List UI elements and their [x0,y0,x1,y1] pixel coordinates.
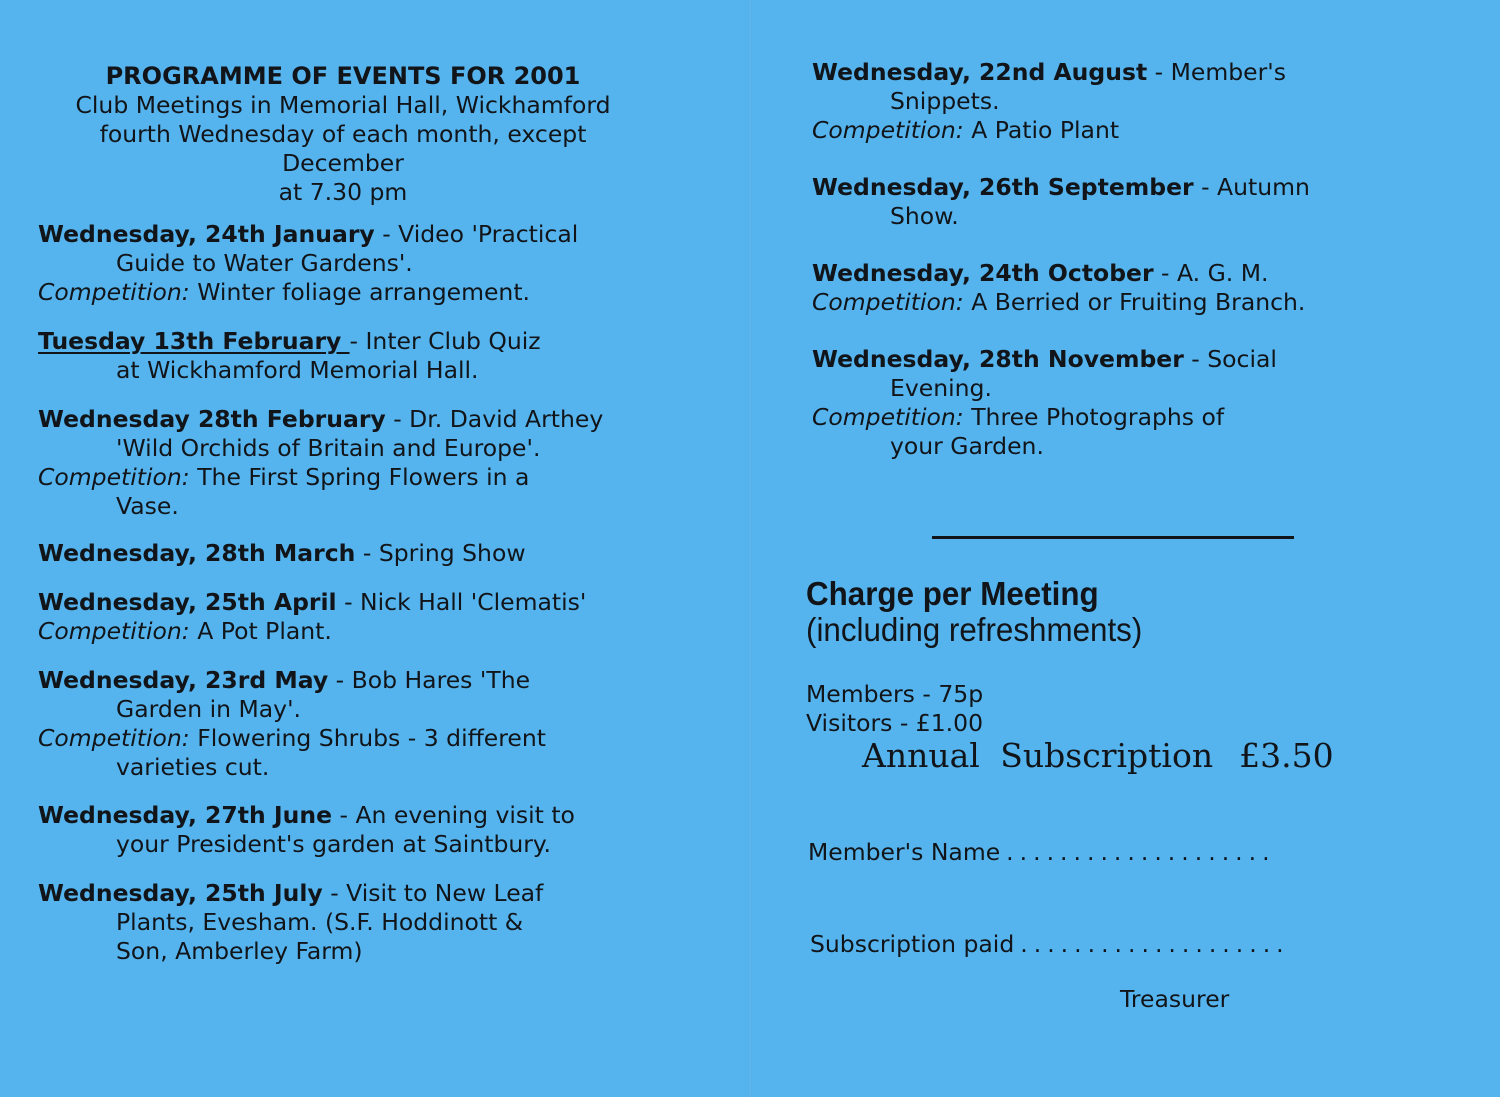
subscription-paid-dots: .................... [1020,930,1290,958]
competition-label: Competition: [38,617,190,645]
event-desc-cont: Evening. [890,374,992,402]
heading-line-4: at 7.30 pm [278,178,408,206]
event-desc-cont: Plants, Evesham. (S.F. Hoddinott & [116,908,524,936]
event-desc: - Spring Show [355,539,526,567]
visitors-price: Visitors - £1.00 [806,709,984,737]
event-date: Wednesday, 24th January [38,220,375,248]
programme-heading [38,62,648,207]
event-october [812,259,1452,317]
competition-text: Three Photographs of [963,403,1225,431]
heading-line-1: Club Meetings in Memorial Hall, Wickhamford [75,91,611,119]
event-date: Wednesday, 25th April [38,588,337,616]
event-desc-cont: Son, Amberley Farm) [116,937,363,965]
event-february-quiz [38,327,658,385]
event-date: Tuesday 13th February [38,327,350,355]
competition-label: Competition: [812,116,964,144]
event-desc-cont: at Wickhamford Memorial Hall. [116,356,479,384]
event-date: Wednesday, 28th November [812,345,1184,373]
event-desc: - An evening visit to [332,801,575,829]
heading-line-3: December [282,149,404,177]
event-date: Wednesday, 22nd August [812,58,1148,86]
event-may [38,666,658,782]
event-desc-cont: Garden in May'. [116,695,302,723]
programme-title: PROGRAMME OF EVENTS FOR 2001 [105,62,581,90]
event-desc-cont: Guide to Water Gardens'. [116,249,413,277]
subscription-paid-label: Subscription paid [810,930,1015,958]
competition-label: Competition: [812,403,964,431]
member-name-field [808,838,1276,867]
event-desc: - Autumn [1193,173,1310,201]
charge-heading: Charge per Meeting [806,575,1099,612]
competition-label: Competition: [812,288,964,316]
subscription-paid-field [810,930,1290,959]
event-date: Wednesday, 26th September [812,173,1194,201]
event-april [38,588,658,646]
competition-text-cont: your Garden. [890,432,1044,460]
event-desc: - Dr. David Arthey [385,405,604,433]
event-january [38,220,658,307]
event-february [38,405,658,521]
member-name-dots: .................... [1006,838,1276,866]
event-desc-cont: Show. [890,202,959,230]
annual-amount: £3.50 [1239,736,1334,775]
event-november [812,345,1452,461]
annual-label: Annual Subscription [862,736,1214,775]
price-list [806,680,983,738]
event-desc-cont: Snippets. [890,87,1000,115]
event-desc: - Nick Hall 'Clematis' [336,588,587,616]
event-desc: - Visit to New Leaf [322,879,544,907]
competition-text-cont: varieties cut. [116,753,270,781]
page-fold [748,0,752,1097]
divider-rule [932,536,1294,539]
event-date: Wednesday, 25th July [38,879,323,907]
event-desc: - Bob Hares 'The [328,666,531,694]
competition-text: A Patio Plant [963,116,1120,144]
event-march [38,539,658,568]
competition-text: Winter foliage arrangement. [189,278,531,306]
competition-text: The First Spring Flowers in a [189,463,530,491]
event-june [38,801,658,859]
event-desc: - A. G. M. [1153,259,1269,287]
event-desc: - Social [1183,345,1277,373]
event-desc: - Member's [1147,58,1286,86]
event-july [38,879,658,966]
competition-label: Competition: [38,724,190,752]
members-price: Members - 75p [806,680,984,708]
charge-heading-block [806,576,1160,648]
member-name-label: Member's Name [808,838,1001,866]
competition-text: Flowering Shrubs - 3 different [189,724,546,752]
charge-subheading: (including refreshments) [806,611,1143,648]
annual-subscription [862,734,1334,778]
heading-line-2: fourth Wednesday of each month, except [99,120,587,148]
competition-label: Competition: [38,463,190,491]
event-august [812,58,1452,145]
competition-text: A Pot Plant. [189,617,332,645]
event-september [812,173,1452,231]
treasurer-label: Treasurer [1120,985,1230,1013]
competition-text-cont: Vase. [116,492,179,520]
competition-label: Competition: [38,278,190,306]
event-date: Wednesday 28th February [38,405,386,433]
event-desc-cont: 'Wild Orchids of Britain and Europe'. [116,434,541,462]
event-date: Wednesday, 28th March [38,539,356,567]
event-date: Wednesday, 27th June [38,801,333,829]
right-column [812,58,1452,461]
event-desc-cont: your President's garden at Saintbury. [116,830,551,858]
event-date: Wednesday, 23rd May [38,666,329,694]
left-column [38,62,658,966]
event-desc: - Video 'Practical [374,220,579,248]
competition-text: A Berried or Fruiting Branch. [963,288,1306,316]
event-desc: - Inter Club Quiz [349,327,541,355]
event-date: Wednesday, 24th October [812,259,1154,287]
